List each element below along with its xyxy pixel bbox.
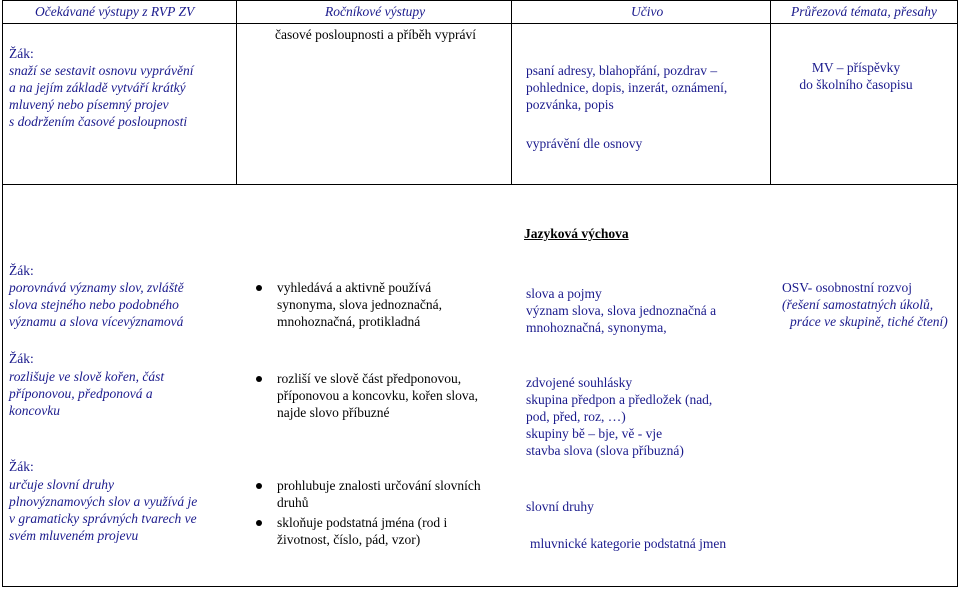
header-outcomes: Očekávané výstupy z RVP ZV <box>35 4 195 19</box>
block1-outcome-line: s dodržením časové posloupnosti <box>9 114 188 129</box>
list-item: najde slovo příbuzné <box>277 405 390 420</box>
bullet-icon <box>256 520 262 526</box>
list-item: příponovou a koncovku, kořen slova, <box>277 388 478 403</box>
block1-crosscut <box>775 59 937 93</box>
list-item: skloňuje podstatná jména (rod i <box>277 514 447 531</box>
block4-content-noun-categories: mluvnické kategorie podstatná jmen <box>530 536 727 551</box>
bullet-icon <box>256 285 262 291</box>
block1-content-line: pozvánka, popis <box>526 97 614 112</box>
block1-content-narration: vyprávění dle osnovy <box>526 136 643 151</box>
block4-outcome-line: plnovýznamových slov a využívá je <box>9 494 198 509</box>
block2-outcome <box>9 279 184 330</box>
block3-zak: Žák: <box>9 351 34 366</box>
header-bottom-border <box>2 23 958 24</box>
table-bottom-border <box>2 586 958 587</box>
block1-outcome-line: mluvený nebo písemný projev <box>9 97 169 112</box>
block3-outcome <box>9 368 164 419</box>
block1-outcome <box>9 62 193 130</box>
block2-outcome-line: významu a slova vícevýznamová <box>9 314 184 329</box>
block3-content <box>526 374 712 459</box>
block2-annual-list <box>277 279 442 330</box>
block3-outcome-line: rozlišuje ve slově kořen, část <box>9 369 165 384</box>
block3-content-line: skupiny bě – bje, vě - vje <box>526 426 663 441</box>
block2-crosscut <box>782 279 948 330</box>
list-item: vyhledává a aktivně používá <box>277 279 442 296</box>
block3-content-line: zdvojené souhlásky <box>526 375 633 390</box>
list-item: synonyma, slova jednoznačná, <box>277 297 442 312</box>
block2-crosscut-line: práce ve skupině, tiché čtení) <box>790 314 948 329</box>
block2-content-line: mnohoznačná, synonyma, <box>526 320 667 335</box>
block3-content-line: skupina předpon a předložek (nad, <box>526 392 713 407</box>
header-annual: Ročníkové výstupy <box>325 4 426 19</box>
block1-annual: časové posloupnosti a příběh vypráví <box>275 27 476 42</box>
block4-zak: Žák: <box>9 459 34 474</box>
list-item: životnost, číslo, pád, vzor) <box>277 532 421 547</box>
block1-content-line: pohlednice, dopis, inzerát, oznámení, <box>526 80 728 95</box>
block2-crosscut-line: (řešení samostatných úkolů, <box>782 297 934 312</box>
block4-outcome-line: v gramaticky správných tvarech ve <box>9 511 197 526</box>
block1-content <box>526 62 727 113</box>
block1-outcome-line: a na jejím základě vytváří krátký <box>9 80 186 95</box>
block3-content-line: pod, před, roz, …) <box>526 409 626 424</box>
block4-outcome-line: určuje slovní druhy <box>9 477 114 492</box>
block4-annual-list-2 <box>277 514 447 548</box>
block2-content <box>526 285 716 336</box>
block1-crosscut-line: MV – příspěvky <box>811 60 901 75</box>
col-divider-1 <box>236 0 237 185</box>
section-title: Jazyková výchova <box>524 226 629 241</box>
bullet-icon <box>256 376 262 382</box>
block3-annual-list <box>277 370 478 421</box>
table-top-border <box>2 0 958 1</box>
block2-outcome-line: porovnává významy slov, zvláště <box>9 280 184 295</box>
block4-content-word-classes: slovní druhy <box>526 499 594 514</box>
block2-zak: Žák: <box>9 263 34 278</box>
block1-outcome-line: snaží se sestavit osnovu vyprávění <box>9 63 194 78</box>
list-item: prohlubuje znalosti určování slovních <box>277 477 481 494</box>
block4-outcome <box>9 476 197 544</box>
block3-content-line: stavba slova (slova příbuzná) <box>526 443 684 458</box>
left-border <box>2 0 3 587</box>
block1-crosscut-line: do školního časopisu <box>799 77 913 92</box>
block1-content-line: psaní adresy, blahopřání, pozdrav – <box>526 63 718 78</box>
header-content: Učivo <box>631 4 664 19</box>
block2-crosscut-line: OSV- osobnostní rozvoj <box>782 280 913 295</box>
col-divider-2 <box>511 0 512 185</box>
block2-outcome-line: slova stejného nebo podobného <box>9 297 179 312</box>
block4-annual-list-1 <box>277 477 481 511</box>
block2-content-line: význam slova, slova jednoznačná a <box>526 303 717 318</box>
block3-outcome-line: příponovou, předponová a <box>9 386 153 401</box>
row1-bottom-border <box>2 184 958 185</box>
block3-outcome-line: koncovku <box>9 403 60 418</box>
header-crosscut: Průřezová témata, přesahy <box>791 4 937 19</box>
block2-content-line: slova a pojmy <box>526 286 602 301</box>
block4-outcome-line: svém mluveném projevu <box>9 528 139 543</box>
bullet-icon <box>256 483 262 489</box>
block1-zak: Žák: <box>9 46 34 61</box>
right-border <box>957 0 958 587</box>
list-item: mnohoznačná, protikladná <box>277 314 421 329</box>
list-item: rozliší ve slově část předponovou, <box>277 370 478 387</box>
list-item: druhů <box>277 495 309 510</box>
col-divider-3 <box>770 0 771 185</box>
